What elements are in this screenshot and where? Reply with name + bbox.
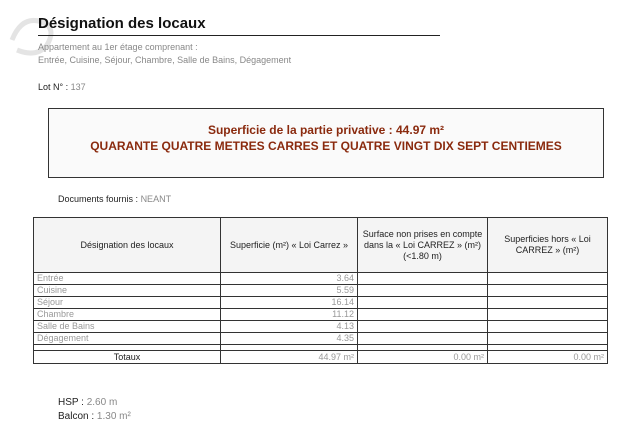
totals-carrez: 44.97 m²	[221, 351, 358, 364]
hsp-label: HSP :	[58, 397, 84, 408]
title-divider	[38, 35, 440, 36]
lot-number	[38, 82, 86, 92]
row-carrez: 4.35	[221, 333, 358, 345]
col-header-carrez: Superficie (m²) « Loi Carrez »	[221, 218, 358, 273]
row-non-prises	[358, 333, 488, 345]
row-carrez: 5.59	[221, 285, 358, 297]
col-header-hors: Superficies hors « Loi CARREZ » (m²)	[488, 218, 608, 273]
row-hors	[488, 333, 608, 345]
superficie-box	[48, 108, 604, 178]
hsp-line	[58, 397, 117, 408]
row-name: Entrée	[34, 273, 221, 285]
row-name: Dégagement	[34, 333, 221, 345]
row-non-prises	[358, 321, 488, 333]
subtitle-line-2: Entrée, Cuisine, Séjour, Chambre, Salle de Bains, Dégagement	[38, 55, 292, 65]
lot-label: Lot N° :	[38, 82, 69, 92]
row-non-prises	[358, 273, 488, 285]
row-name: Séjour	[34, 297, 221, 309]
balcon-label: Balcon :	[58, 411, 95, 422]
hsp-value: 2.60 m	[86, 397, 118, 408]
section-title: Désignation des locaux	[38, 15, 206, 32]
totals-hors: 0.00 m²	[488, 351, 608, 364]
superficie-line-2: QUARANTE QUATRE METRES CARRES ET QUATRE VINGT DIX SEPT CENTIEMES	[90, 139, 562, 153]
documents-value: NEANT	[140, 194, 172, 204]
table-row	[34, 285, 608, 297]
row-hors	[488, 285, 608, 297]
table-header-row	[34, 218, 608, 273]
table-row	[34, 273, 608, 285]
table-row	[34, 297, 608, 309]
totals-row	[34, 351, 608, 364]
row-carrez: 16.14	[221, 297, 358, 309]
totals-non-prises: 0.00 m²	[358, 351, 488, 364]
row-hors	[488, 321, 608, 333]
subtitle-line-1: Appartement au 1er étage comprenant :	[38, 42, 198, 52]
row-name: Salle de Bains	[34, 321, 221, 333]
row-carrez: 3.64	[221, 273, 358, 285]
row-non-prises	[358, 285, 488, 297]
row-name: Cuisine	[34, 285, 221, 297]
row-hors	[488, 273, 608, 285]
row-carrez: 11.12	[221, 309, 358, 321]
documents-fournis	[58, 194, 171, 204]
row-hors	[488, 297, 608, 309]
balcon-line	[58, 411, 131, 422]
row-hors	[488, 309, 608, 321]
totals-label: Totaux	[34, 351, 221, 364]
row-non-prises	[358, 309, 488, 321]
surface-table	[33, 217, 608, 364]
superficie-line-1: Superficie de la partie privative : 44.97 m²	[207, 123, 445, 137]
lot-value: 137	[70, 82, 86, 92]
balcon-value: 1.30 m²	[96, 411, 131, 422]
table-row	[34, 309, 608, 321]
documents-label: Documents fournis :	[58, 194, 139, 204]
col-header-non-prises: Surface non prises en compte dans la « Loi CARREZ » (m²) (<1.80 m)	[358, 218, 488, 273]
table-row	[34, 333, 608, 345]
table-row	[34, 321, 608, 333]
row-carrez: 4.13	[221, 321, 358, 333]
row-non-prises	[358, 297, 488, 309]
row-name: Chambre	[34, 309, 221, 321]
col-header-designation: Désignation des locaux	[34, 218, 221, 273]
